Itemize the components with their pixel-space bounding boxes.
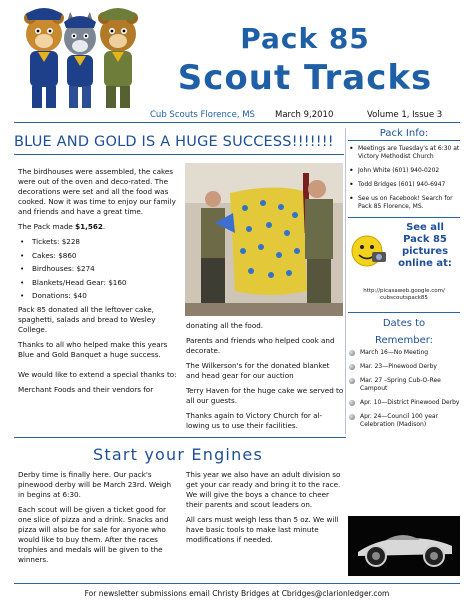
article2-rule — [14, 437, 346, 438]
article1-paragraph: Parents and friends who helped cook and decorate. — [186, 336, 335, 355]
article1-middle-column — [186, 321, 344, 436]
header-date: March 9,2010 — [275, 110, 334, 120]
article1-paragraph: The birdhouses were assembled, the cakes were out of the oven and deco-rated. The decorations were set and all the food was cooked. Now it was time to enjoy our family and friends and have a great time. — [18, 167, 176, 216]
article1-paragraph: We would like to extend a special thanks to: — [18, 370, 177, 379]
pictures-url-line: http://picasaweb.google.com/ — [363, 288, 445, 294]
header-rule — [14, 122, 460, 123]
pack-made-suffix: . — [102, 222, 106, 231]
article1-paragraph: Merchant Foods and their vendors for — [18, 385, 154, 394]
pictures-line: pictures — [401, 246, 449, 257]
pack-made-amount: $1,562 — [75, 222, 103, 231]
footer-text: For newsletter submissions email Christy Bridges at Cbridges@clarionledger.com — [84, 589, 390, 598]
header-org: Cub Scouts Florence, MS — [150, 110, 255, 120]
newsletter-title-line1: Pack 85 — [240, 22, 370, 55]
article2-paragraph: All cars must weigh less than 5 oz. We will have basic tools to make last minute modifications if needed. — [186, 515, 339, 544]
pictures-line: Pack 85 — [403, 234, 447, 245]
column-divider — [345, 128, 346, 434]
article2-paragraph: Derby time is finally here. Our pack's pinewood derby will be March 23rd. Weigh in begins at 6:30. — [18, 470, 172, 499]
list-item: • See us on Facebook! Search for Pack 85 Florence, MS. — [348, 195, 460, 211]
article1-paragraph: donating all the food. — [186, 321, 264, 330]
list-item: • Tickets: $228 — [18, 237, 178, 247]
article1-paragraph: Thanks to all who helped make this years Blue and Gold Banquet a huge success. — [18, 340, 168, 359]
list-item: Apr. 24—Council 100 year Celebration (Madison) — [348, 413, 460, 429]
article2-left-column — [18, 470, 176, 570]
list-item: • Todd Bridges (601) 940-6947 — [348, 181, 460, 189]
list-item: • Cakes: $860 — [18, 251, 178, 261]
dates-heading — [348, 315, 460, 349]
banquet-photo — [185, 163, 343, 316]
earnings-list — [18, 237, 178, 301]
dates-list — [348, 349, 460, 429]
article1-paragraph: Pack 85 donated all the leftover cake, spaghetti, salads and bread to Wesley College. — [18, 305, 156, 334]
pinewood-car-image — [348, 516, 460, 576]
newsletter-title-line2: Scout Tracks — [177, 58, 433, 98]
article1-paragraph: Thanks again to Victory Church for al-lowing us to use their facilities. — [186, 411, 323, 430]
list-item: • Blankets/Head Gear: $160 — [18, 278, 178, 288]
list-item: Apr. 10—District Pinewood Derby — [348, 399, 460, 407]
sidebar-rule — [348, 312, 460, 313]
pictures-url[interactable] — [348, 288, 460, 302]
pack-made-line — [18, 222, 178, 232]
article2-right-column — [186, 470, 344, 550]
pictures-block — [348, 220, 460, 310]
list-item: • John White (601) 940-0202 — [348, 167, 460, 175]
pack-info-heading: Pack Info: — [348, 128, 460, 141]
pictures-line: See all — [406, 222, 444, 233]
header-issue: Volume 1, Issue 3 — [367, 110, 443, 120]
list-item: Mar. 27 –Spring Cub-O-Ree Campout — [348, 377, 460, 393]
footer-rule — [14, 583, 460, 584]
pack-info-list — [348, 145, 460, 211]
pack-made-prefix: The Pack made — [18, 222, 76, 231]
list-item: • Birdhouses: $274 — [18, 264, 178, 274]
smiley-camera-icon — [350, 232, 388, 270]
sidebar-rule — [348, 217, 460, 218]
pictures-text — [390, 222, 460, 270]
pictures-line: online at: — [398, 258, 452, 269]
article1-left-column — [18, 167, 178, 400]
list-item: • Meetings are Tuesday's at 6:30 at Victory Methodist Church — [348, 145, 460, 161]
dates-heading-line: Dates to — [382, 318, 426, 329]
article2-headline: Start your Engines — [92, 445, 263, 464]
cub-scout-mascots-image — [14, 4, 144, 112]
pictures-url-line: cubscoutspack85 — [380, 295, 428, 301]
list-item: Mar. 23—Pinewood Derby — [348, 363, 460, 371]
list-item: March 16—No Meeting — [348, 349, 460, 357]
article1-paragraph: Terry Haven for the huge cake we served to all our guests. — [186, 386, 344, 405]
dates-heading-line: Remember: — [374, 335, 434, 346]
sidebar — [348, 128, 460, 435]
article1-headline: BLUE AND GOLD IS A HUGE SUCCESS!!!!!!! — [14, 134, 334, 150]
article1-paragraph: The Wilkerson's for the donated blanket and head gear for our auction — [186, 361, 330, 380]
article2-paragraph: Each scout will be given a ticket good for one slice of pizza and a drink. Snacks and pizza will also be for sale for anyone who would like to buy them. After the races trophies and medals will be given to the winners. — [18, 505, 169, 564]
article1-rule — [14, 154, 344, 155]
article2-paragraph: This year we also have an adult division so get your car ready and bring it to the race. We will give the boys a chance to cheer their parents and scout leaders on. — [186, 470, 341, 509]
list-item: • Donations: $40 — [18, 291, 178, 301]
